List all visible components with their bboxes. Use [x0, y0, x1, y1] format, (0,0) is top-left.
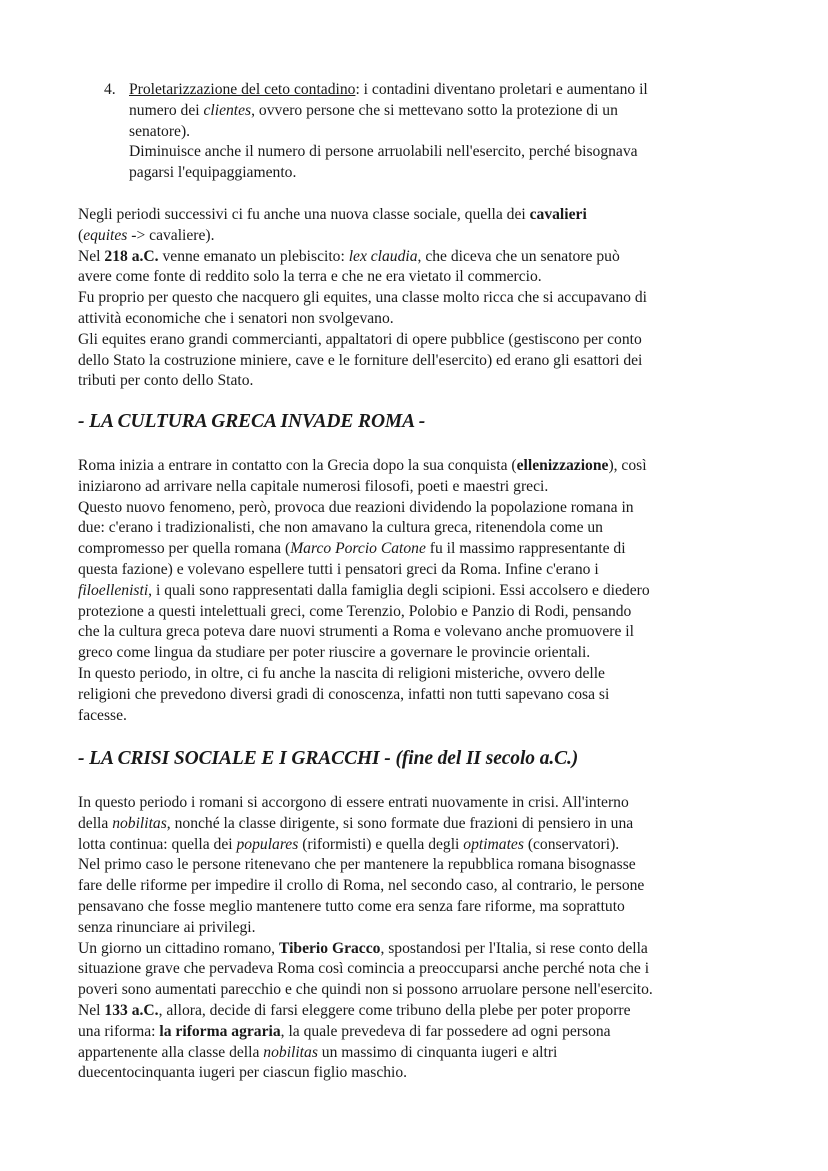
paragraph-equites: Negli periodi successivi ci fu anche una nuova classe sociale, quella dei cavalieri (equites -> cavaliere). Nel 218 a.C. venne emanato un plebiscito: lex claudia, che diceva che un senatore può avere come fonte di reddito solo la terra e che ne era vietato il commercio. Fu proprio per questo che nacquero gli equites, una classe molto ricca che si accupavano di attività economiche che i senatori non svolgevano. Gli equites erano grandi commercianti, appaltatori di opere pubblice (gestiscono per conto dello Stato la costruzione miniere, cave e le forniture dell'esercito) ed erano gli esattori dei tributi per conto dello Stato.: [78, 206, 647, 390]
list-number: 4.: [104, 81, 116, 98]
paragraph-crisi-sociale: In questo periodo i romani si accorgono di essere entrati nuovamente in crisi. All'interno della nobilitas, nonché la classe dirigente, si sono formate due frazioni di pensiero in una lotta continua: quella dei populares (riformisti) e quella degli optimates (conservatori). Nel primo caso le persone ritenevano che per mantenere la repubblica romana bisognasse fare delle riforme per impedire il crollo di Roma, nel secondo caso, al contrario, le persone pensavano che fosse meglio mantenere tutto come era senza fare riforme, ma soprattuto senza rinunciare ai privilegi. Un giorno un cittadino romano, Tiberio Gracco, spostandosi per l'Italia, si rese conto della situazione grave che pervadeva Roma così comincia a preoccuparsi anche perché nota che i poveri sono aumentati parecchio e che quindi non si possono arruolare persone nell'esercito. Nel 133 a.C., allora, decide di farsi eleggere come tribuno della plebe per poter proporre una riforma: la riforma agraria, la quale prevedeva di far possedere ad ogni persona appartenente alla classe della nobilitas un massimo di cinquanta iugeri e altri duecentocinquanta iugeri per ciascun figlio maschio.: [78, 794, 653, 1082]
section-heading-cultura-greca: - LA CULTURA GRECA INVADE ROMA -: [78, 411, 426, 432]
list-item-text: Proletarizzazione del ceto contadino: i contadini diventano proletari e aumentano il numero dei clientes, ovvero persone che si mettevano sotto la protezione di un senatore). Diminuisce anche il numero di persone arruolabili nell'esercito, perché bisognava pagarsi l'equipaggiamento.: [129, 81, 648, 182]
list-item-term: Proletarizzazione del ceto contadino: [129, 81, 356, 98]
section-heading-crisi-sociale: - LA CRISI SOCIALE E I GRACCHI - (fine del II secolo a.C.): [78, 748, 579, 769]
paragraph-cultura-greca: Roma inizia a entrare in contatto con la Grecia dopo la sua conquista (ellenizzazione), così iniziarono ad arrivare nella capitale numerosi filosofi, poeti e maestri greci. Questo nuovo fenomeno, però, provoca due reazioni dividendo la popolazione romana in due: c'erano i tradizionalisti, che non amavano la cultura greca, ritenendola come un compromesso per quella romana (Marco Porcio Catone fu il massimo rappresentante di questa fazione) e volevano espellere tutti i pensatori greci da Roma. Infine c'erano i filoellenisti, i quali sono rappresentati dalla famiglia degli scipioni. Essi accolsero e diedero protezione a questi intelettuali greci, come Terenzio, Polobio e Panzio di Rodi, pensando che la cultura greca poteva dare nuovi strumenti a Roma e volevano anche promuovere il greco come lingua da studiare per poter riuscire a governare le provincie orientali. In questo periodo, in oltre, ci fu anche la nascita di religioni misteriche, ovvero delle religioni che prevedono diversi gradi di conoscenza, infatti non tutti sapevano cosa si facesse.: [78, 457, 650, 724]
